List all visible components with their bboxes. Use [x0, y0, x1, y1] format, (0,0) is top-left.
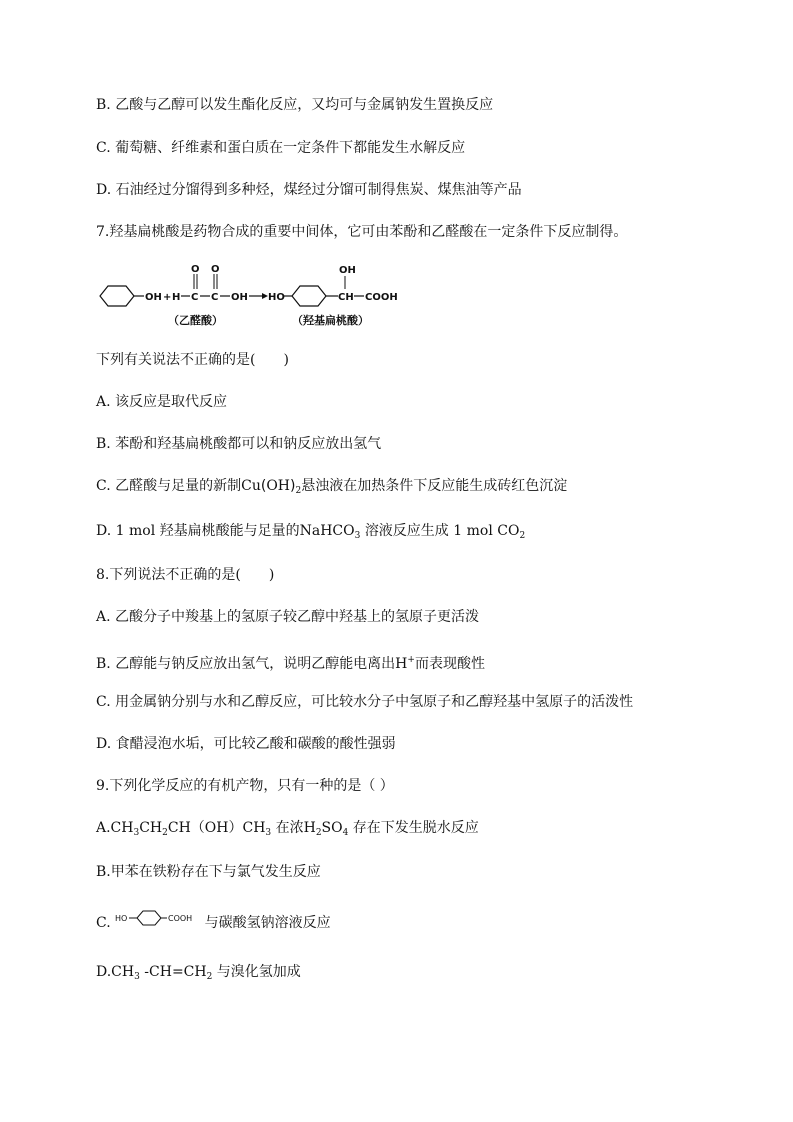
text-segment: CH: [139, 820, 163, 836]
q7-stem: 7.羟基扁桃酸是药物合成的重要中间体，它可由苯酚和乙醛酸在一定条件下反应制得。: [96, 224, 628, 240]
q7-option-a: A. 该反应是取代反应: [96, 394, 228, 410]
product-cooh: COOH: [365, 292, 398, 303]
subscript: 2: [519, 531, 526, 541]
mol-cooh: COOH: [167, 914, 192, 923]
label-glyoxylic-acid: （乙醛酸）: [168, 314, 223, 327]
subscript: 3: [354, 531, 361, 541]
q9-option-a: [96, 818, 479, 843]
hydroxybenzoic-acid-structure: [115, 908, 199, 938]
q7-option-c: C. 乙醛酸与足量的新制$Cu(OH)_2$悬浊液在加热条件下反应能生成砖红色沉淀: [96, 478, 568, 496]
subscript: 3: [134, 972, 140, 982]
text-segment: CH（OH）CH: [167, 820, 266, 836]
option-letter: C.: [96, 915, 111, 931]
text-segment: D.CH: [96, 964, 135, 980]
carbon-2: C: [211, 292, 219, 303]
subscript: 3: [133, 828, 140, 838]
text-segment: 存在下发生脱水反应: [348, 820, 479, 836]
subscript: 2: [206, 972, 213, 982]
q9-option-b: B.甲苯在铁粉存在下与氯气发生反应: [96, 864, 321, 880]
product-oh: OH: [339, 265, 356, 276]
text-segment: 悬浊液在加热条件下反应能生成砖红色沉淀: [301, 478, 568, 494]
carbon-1: C: [191, 292, 199, 303]
q8-stem: 8.下列说法不正确的是( ): [96, 567, 275, 583]
text-segment: 与溴化氢加成: [212, 964, 301, 980]
text-segment: -CH=CH: [139, 964, 207, 980]
subscript: 2: [315, 828, 322, 838]
q7-prompt: 下列有关说法不正确的是( ): [96, 352, 289, 368]
subscript: 4: [342, 828, 349, 838]
text-segment: A.CH: [96, 820, 134, 836]
subscript: 2: [295, 486, 302, 496]
text-segment: 与碳酸氢钠溶液反应: [204, 915, 331, 931]
q9-option-d: [96, 962, 301, 987]
q6-option-c: C. 葡萄糖、纤维素和蛋白质在一定条件下都能发生水解反应: [96, 140, 466, 156]
reaction-scheme: [96, 262, 416, 330]
mol-ho: HO: [114, 914, 127, 923]
text-segment: C. 乙醛酸与足量的新制: [96, 478, 242, 494]
superscript: +: [407, 655, 415, 665]
plus-sign: +: [163, 292, 172, 303]
product-ho: HO: [268, 292, 285, 303]
q6-option-d: D. 石油经过分馏得到多种烃，煤经过分馏可制得焦炭、煤焦油等产品: [96, 182, 522, 198]
text-segment: 在浓H: [271, 820, 316, 836]
subscript: 2: [162, 828, 168, 838]
oxygen-1: O: [191, 264, 200, 275]
q9-stem: 9.下列化学反应的有机产物，只有一种的是（ ）: [96, 778, 394, 794]
benzene-ring: [137, 911, 161, 925]
q7-option-d: [96, 521, 525, 546]
text-segment: SO: [321, 820, 343, 836]
q6-option-b: B. 乙酸与乙醇可以发生酯化反应，又均可与金属钠发生置换反应: [96, 97, 494, 113]
q8-option-d: D. 食醋浸泡水垢，可比较乙酸和碳酸的酸性强弱: [96, 736, 396, 752]
oxygen-2: O: [211, 264, 220, 275]
label-hydroxymandelic-acid: （羟基扁桃酸）: [292, 314, 369, 327]
formula-nahco3: NaHCO: [299, 523, 355, 539]
q8-option-c: C. 用金属钠分别与水和乙醇反应，可比较水分子中氢原子和乙醇羟基中氢原子的活泼性: [96, 694, 634, 710]
formula-cu: Cu: [241, 478, 261, 494]
q7-option-b: B. 苯酚和羟基扁桃酸都可以和钠反应放出氢气: [96, 436, 382, 452]
text-segment: B. 乙醇能与钠反应放出氢气，说明乙醇能电离出H: [96, 656, 408, 672]
h-atom: H: [172, 292, 181, 303]
formula-oh: OH: [266, 478, 291, 494]
text-segment: 而表现酸性: [414, 656, 485, 672]
benzene-ring: [100, 286, 134, 306]
tail-oh: OH: [231, 292, 248, 303]
subscript: 3: [265, 828, 272, 838]
product-ch: CH: [338, 292, 354, 303]
phenol-oh: OH: [145, 292, 162, 303]
text-segment: D. 1 mol 羟基扁桃酸能与足量的: [96, 523, 300, 539]
text-segment: 溶液反应生成 1 mol CO: [364, 523, 520, 539]
q8-option-a: A. 乙酸分子中羧基上的氢原子较乙醇中羟基上的氢原子更活泼: [96, 609, 480, 625]
q9-option-c: [96, 908, 331, 938]
q8-option-b: [96, 650, 485, 674]
product-benzene-ring: [292, 286, 326, 306]
